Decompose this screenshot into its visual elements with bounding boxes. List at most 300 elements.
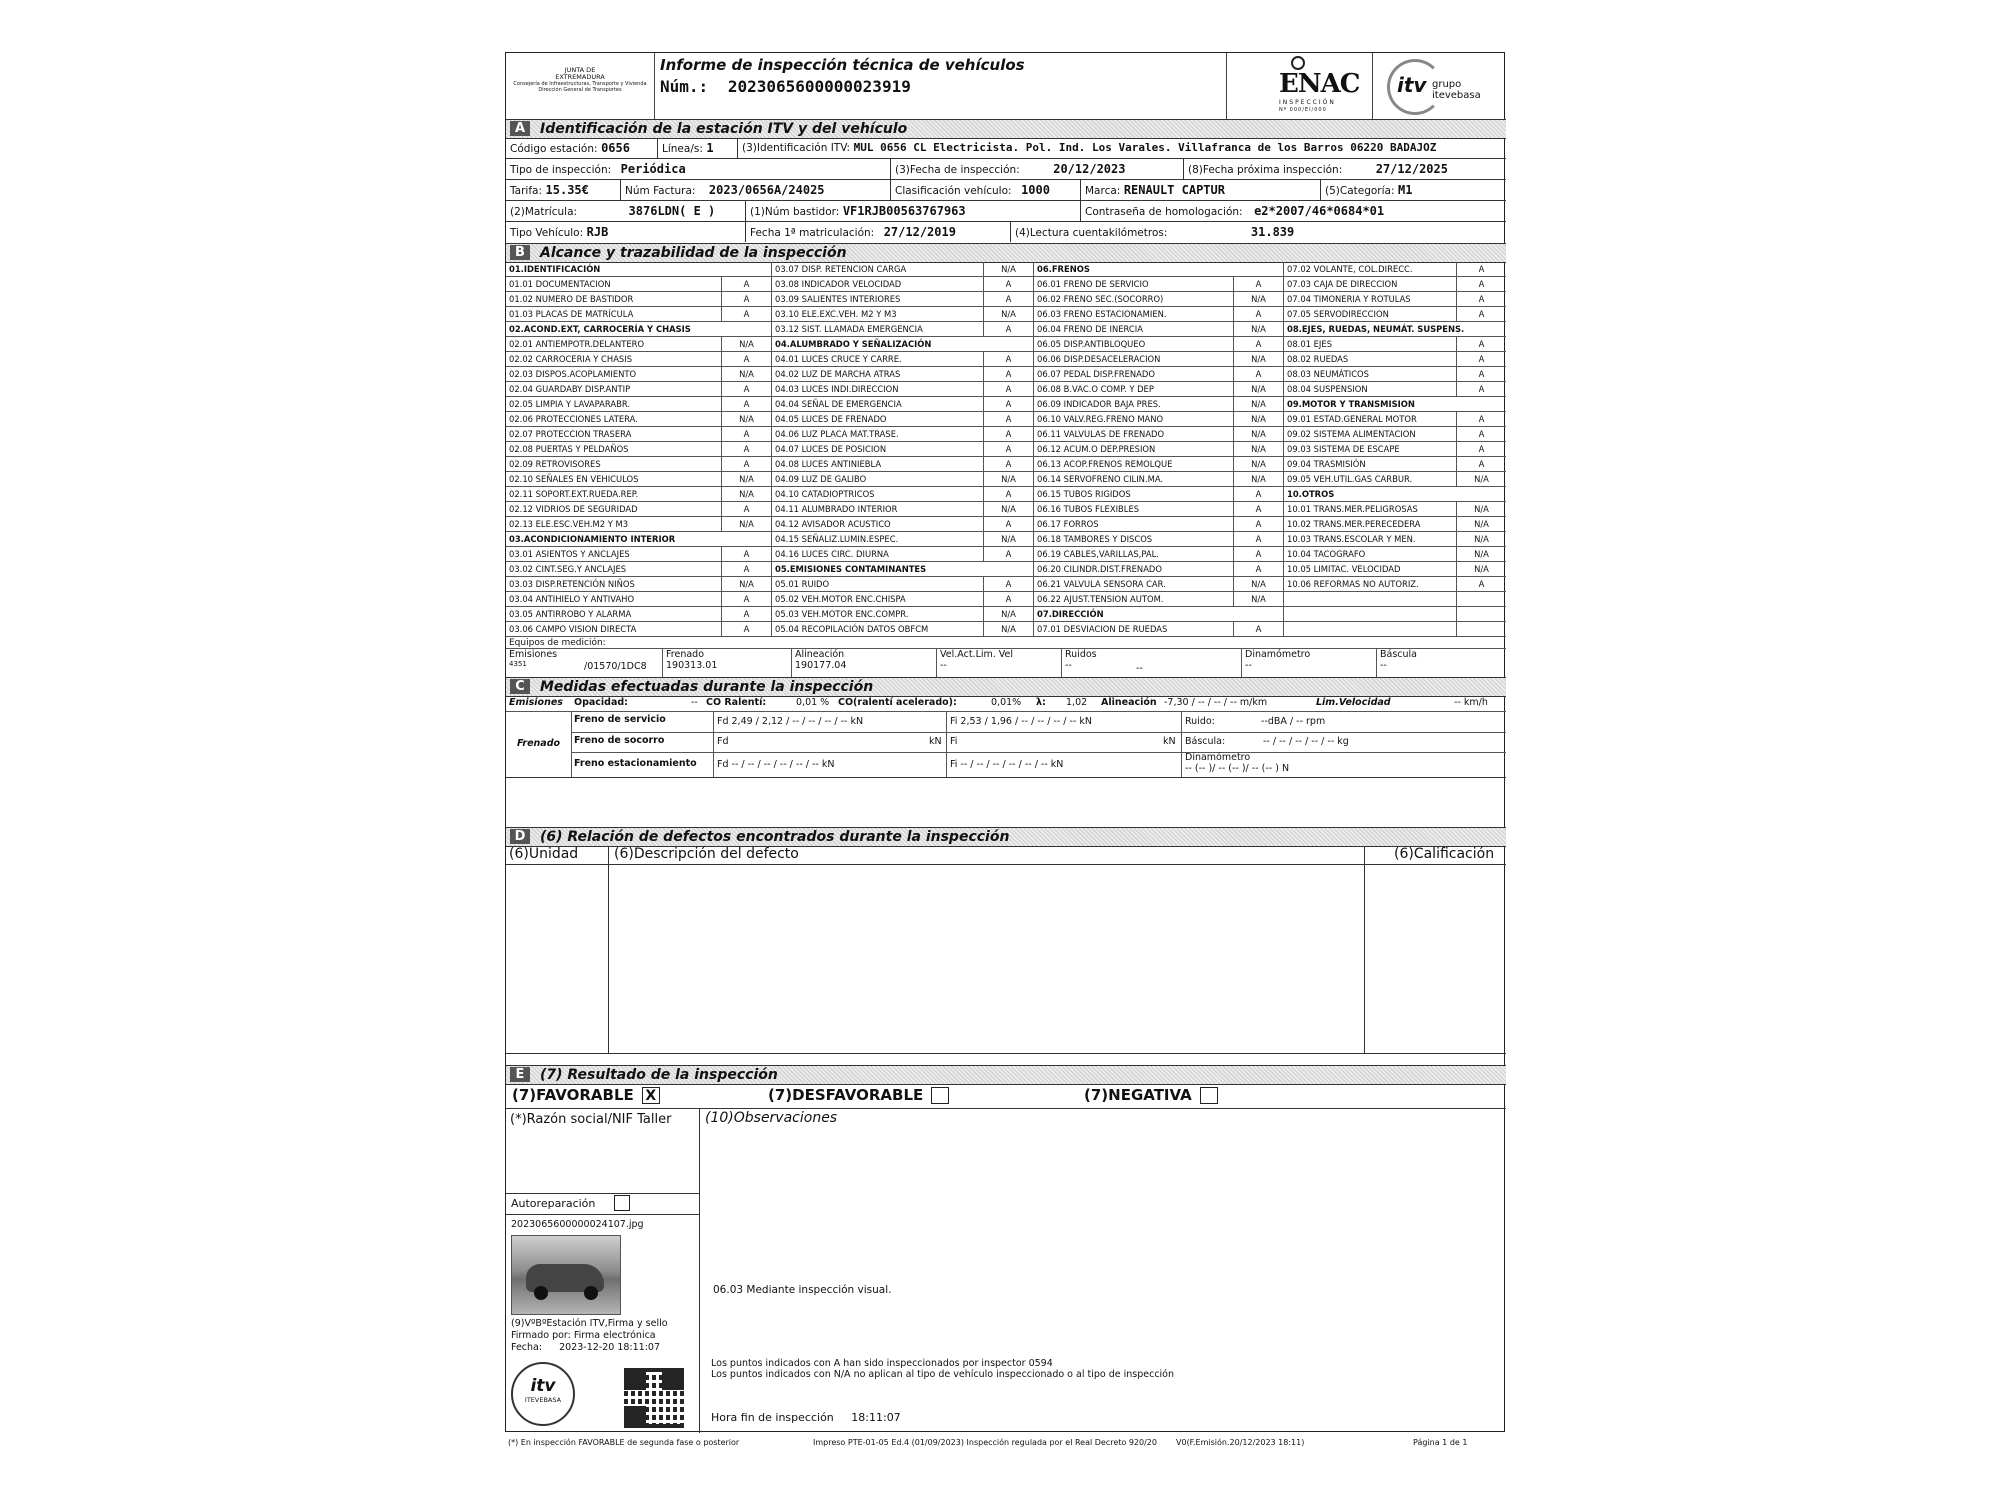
odometer-label: (4)Lectura cuentakilómetros: xyxy=(1015,227,1168,239)
checklist-item-label: 09.01 ESTAD.GENERAL MOTOR xyxy=(1283,412,1456,427)
checklist-item-result: A xyxy=(1233,517,1283,532)
junta-extremadura-logo xyxy=(506,53,655,119)
equipment-scale xyxy=(1376,649,1417,677)
end-time xyxy=(711,1411,901,1424)
checklist-item-result: A xyxy=(983,367,1033,382)
checklist-item-label: 06.02 FRENO SEC.(SOCORRO) xyxy=(1033,292,1233,307)
checklist-item-label: 04.08 LUCES ANTINIEBLA xyxy=(771,457,983,472)
dynamometer-cell xyxy=(1181,752,1289,777)
checklist-item-label: 02.09 RETROVISORES xyxy=(506,457,721,472)
checklist-item-result: A xyxy=(983,292,1033,307)
checklist-item-result: A xyxy=(721,622,771,637)
checklist-item-result: A xyxy=(983,352,1033,367)
checklist-item-label: 04.06 LUZ PLACA MAT.TRASE. xyxy=(771,427,983,442)
checklist-section-heading: 02.ACOND.EXT, CARROCERÍA Y CHASIS xyxy=(506,322,771,337)
dynamometer-value: -- (-- )/ -- (-- )/ -- (-- ) N xyxy=(1185,763,1290,774)
signature-block xyxy=(511,1318,668,1354)
checklist-item-result: A xyxy=(1233,487,1283,502)
enac-crown-icon xyxy=(1291,56,1305,70)
signature-line: (9)VºBºEstación ITV,Firma y sello xyxy=(511,1318,668,1329)
checklist-item-label: 04.07 LUCES DE POSICION xyxy=(771,442,983,457)
checklist-item-result: A xyxy=(721,457,771,472)
signature-date-value: 2023-12-20 18:11:07 xyxy=(559,1342,660,1353)
checklist-section-heading: 07.DIRECCIÓN xyxy=(1033,607,1283,622)
defects-header-row xyxy=(506,846,1506,865)
signature-date xyxy=(511,1342,668,1354)
checklist-item-result xyxy=(1456,592,1506,607)
checklist-item-label: 05.04 RECOPILACIÓN DATOS OBFCM xyxy=(771,622,983,637)
negative-label: (7)NEGATIVA xyxy=(1084,1086,1192,1104)
checklist-item-label: 01.01 DOCUMENTACION xyxy=(506,277,721,292)
result-row xyxy=(506,1084,1506,1109)
checklist-item-label: 06.08 B.VAC.O COMP. Y DEP xyxy=(1033,382,1233,397)
checklist-section-heading: 08.EJES, RUEDAS, NEUMÁT. SUSPENS. xyxy=(1283,322,1506,337)
section-letter: B xyxy=(510,245,530,260)
inspection-checklist xyxy=(506,262,1506,637)
checklist-item-result: A xyxy=(721,547,771,562)
next-inspection-date xyxy=(1184,159,1506,179)
noise-label: Ruido: xyxy=(1181,711,1215,732)
observation-text: 06.03 Mediante inspección visual. xyxy=(713,1284,892,1296)
checklist-item-label: 04.15 SEÑALIZ.LUMIN.ESPEC. xyxy=(771,532,983,547)
checklist-item-result: A xyxy=(1456,412,1506,427)
checklist-item-result: A xyxy=(721,352,771,367)
checklist-item-result: A xyxy=(1456,352,1506,367)
checklist-item-label: 07.05 SERVODIRECCION xyxy=(1283,307,1456,322)
checklist-item-result: A xyxy=(1233,337,1283,352)
equipment-value: /01570/1DC8 xyxy=(584,661,647,672)
qr-code-icon xyxy=(624,1368,684,1428)
checklist-item-label: 07.04 TIMONERIA Y ROTULAS xyxy=(1283,292,1456,307)
checklist-item-label: 02.01 ANTIEMPOTR.DELANTERO xyxy=(506,337,721,352)
checklist-item-result: A xyxy=(1456,427,1506,442)
checklist-item-label: 06.07 PEDAL DISP.FRENADO xyxy=(1033,367,1233,382)
checklist-item-label: 02.02 CARROCERIA Y CHASIS xyxy=(506,352,721,367)
checklist-item-label: 05.01 RUIDO xyxy=(771,577,983,592)
vehicle-photo xyxy=(511,1235,621,1315)
vehicle-type-label: Tipo Vehículo: xyxy=(510,227,584,239)
checklist-item-result: A xyxy=(721,292,771,307)
checklist-item-result: A xyxy=(1233,502,1283,517)
inspection-date xyxy=(891,159,1184,179)
checklist-item-label: 06.11 VALVULAS DE FRENADO xyxy=(1033,427,1233,442)
checklist-item-label: 04.04 SEÑAL DE EMERGENCIA xyxy=(771,397,983,412)
measurement-equipment-row xyxy=(506,649,1506,677)
opacity-value: -- xyxy=(691,697,698,708)
checklist-item-result: A xyxy=(721,307,771,322)
checklist-item-result: A xyxy=(1456,277,1506,292)
checklist-item-result: N/A xyxy=(1233,382,1283,397)
result-negative xyxy=(1084,1086,1218,1104)
region-logo-line: Consejería de Infraestructuras, Transporte y Vivienda xyxy=(513,81,647,87)
checklist-item-result: A xyxy=(1233,532,1283,547)
scale-label: Báscula: xyxy=(1181,732,1225,752)
equipment-value: -- xyxy=(1065,660,1072,671)
report-number xyxy=(660,77,911,96)
registration-plate xyxy=(506,201,746,221)
noise-value: --dBA / -- rpm xyxy=(1261,716,1326,727)
checklist-item-label: 06.10 VALV.REG.FRENO MANO xyxy=(1033,412,1233,427)
checklist-item-label: 06.13 ACOP.FRENOS REMOLQUE xyxy=(1033,457,1233,472)
emergency-brake-label: Freno de socorro xyxy=(574,735,665,746)
checklist-item-result: A xyxy=(983,592,1033,607)
registration-row xyxy=(506,201,1506,222)
brand-label: Marca: xyxy=(1085,185,1121,197)
checklist-item-result: A xyxy=(1456,307,1506,322)
checklist-item-result: A xyxy=(1456,442,1506,457)
vehicle-category xyxy=(1321,180,1506,200)
report-footer xyxy=(508,1438,1508,1454)
self-repair-label: Autoreparación xyxy=(511,1197,596,1210)
inspection-notes xyxy=(711,1358,1174,1380)
line-label: Línea/s: xyxy=(662,143,703,155)
alignment-label: Alineación xyxy=(1101,697,1157,708)
parking-brake-rear: Fi -- / -- / -- / -- / -- / -- kN xyxy=(946,752,1063,777)
checklist-item-label: 03.06 CAMPO VISION DIRECTA xyxy=(506,622,721,637)
parking-brake-row xyxy=(571,752,1506,777)
emissions-measurements-row xyxy=(506,696,1506,712)
invoice-value: 2023/0656A/24025 xyxy=(708,183,825,197)
parking-brake-label: Freno estacionamiento xyxy=(574,758,697,769)
checklist-item-result: N/A xyxy=(721,577,771,592)
inspection-date-label: (3)Fecha de inspección: xyxy=(895,164,1020,176)
checklist-item-result: A xyxy=(721,427,771,442)
checklist-item-label: 02.11 SOPORT.EXT.RUEDA.REP. xyxy=(506,487,721,502)
line-number xyxy=(658,138,738,158)
equipment-dynamometer xyxy=(1241,649,1370,677)
checklist-item-result: A xyxy=(983,427,1033,442)
checklist-item-label: 03.04 ANTIHIELO Y ANTIVAHO xyxy=(506,592,721,607)
lambda-value: 1,02 xyxy=(1066,697,1088,708)
section-letter: A xyxy=(510,121,530,136)
wheel-icon xyxy=(584,1286,598,1300)
signature-line: Firmado por: Firma electrónica xyxy=(511,1330,656,1341)
category-label: (5)Categoría: xyxy=(1325,185,1395,197)
checklist-item-result: A xyxy=(1233,562,1283,577)
section-letter: D xyxy=(510,829,530,844)
checklist-item-label: 04.09 LUZ DE GALIBO xyxy=(771,472,983,487)
checklist-item-label: 01.02 NUMERO DE BASTIDOR xyxy=(506,292,721,307)
checklist-item-result: N/A xyxy=(1456,472,1506,487)
checklist-section-heading: 04.ALUMBRADO Y SEÑALIZACIÓN xyxy=(771,337,1033,352)
checklist-section-heading: 03.ACONDICIONAMIENTO INTERIOR xyxy=(506,532,771,547)
wheel-icon xyxy=(534,1286,548,1300)
checklist-item-label: 08.03 NEUMÁTICOS xyxy=(1283,367,1456,382)
negative-checkbox[interactable] xyxy=(1200,1087,1218,1104)
checklist-item-label: 02.13 ELE.ESC.VEH.M2 Y M3 xyxy=(506,517,721,532)
checklist-item-label xyxy=(1283,607,1456,622)
checklist-item-label: 02.12 VIDRIOS DE SEGURIDAD xyxy=(506,502,721,517)
section-e-header xyxy=(506,1065,1506,1085)
checklist-item-label: 02.03 DISPOS.ACOPLAMIENTO xyxy=(506,367,721,382)
checklist-item-label: 10.01 TRANS.MER.PELIGROSAS xyxy=(1283,502,1456,517)
itv-group-line: itevebasa xyxy=(1432,90,1481,101)
equipment-alignment xyxy=(791,649,846,677)
checklist-item-label: 07.03 CAJA DE DIRECCION xyxy=(1283,277,1456,292)
co-idle-value: 0,01 % xyxy=(796,697,830,708)
checklist-item-label: 06.15 TUBOS RIGIDOS xyxy=(1033,487,1233,502)
end-time-value: 18:11:07 xyxy=(851,1411,901,1424)
opacity-label: Opacidad: xyxy=(574,697,628,708)
co-accelerated-label: CO(ralentí acelerado): xyxy=(838,697,957,708)
checklist-item-label: 07.01 DESVIACION DE RUEDAS xyxy=(1033,622,1233,637)
itv-identification-label: (3)Identificación ITV: xyxy=(742,142,851,154)
itv-group-line: grupo xyxy=(1432,79,1462,90)
equipment-label: Ruidos xyxy=(1065,649,1097,660)
inspection-type-value: Periódica xyxy=(620,162,686,176)
homologation-code xyxy=(1081,201,1506,221)
region-logo-line: JUNTA DE xyxy=(564,66,596,74)
station-stamp-icon xyxy=(511,1362,575,1426)
checklist-item-label: 10.05 LIMITAC. VELOCIDAD xyxy=(1283,562,1456,577)
checklist-item-result: N/A xyxy=(983,607,1033,622)
signature-date-label: Fecha: xyxy=(511,1342,543,1353)
checklist-item-label: 04.03 LUCES INDI.DIRECCION xyxy=(771,382,983,397)
section-letter: E xyxy=(510,1067,530,1082)
invoice-label: Núm Factura: xyxy=(625,185,696,197)
checklist-item-label: 03.10 ELE.EXC.VEH. M2 Y M3 xyxy=(771,307,983,322)
checklist-item-result xyxy=(1456,622,1506,637)
vehicle-brand xyxy=(1081,180,1321,200)
checklist-item-result: A xyxy=(983,397,1033,412)
checklist-item-label: 10.02 TRANS.MER.PERECEDERA xyxy=(1283,517,1456,532)
observations-label: (10)Observaciones xyxy=(705,1110,838,1126)
checklist-item-label: 04.11 ALUMBRADO INTERIOR xyxy=(771,502,983,517)
checklist-item-label: 02.08 PUERTAS Y PELDAÑOS xyxy=(506,442,721,457)
checklist-section-heading: 01.IDENTIFICACIÓN xyxy=(506,262,771,277)
unfavorable-checkbox[interactable] xyxy=(931,1087,949,1104)
tariff xyxy=(506,180,621,200)
vehicle-type xyxy=(506,222,746,242)
inspection-note: Los puntos indicados con N/A no aplican al tipo de vehículo inspeccionado o al tipo de inspección xyxy=(711,1369,1175,1380)
result-favorable xyxy=(512,1086,660,1104)
emergency-brake-row xyxy=(571,732,1506,753)
checklist-item-label: 06.16 TUBOS FLEXIBLES xyxy=(1033,502,1233,517)
checklist-item-result: N/A xyxy=(1233,412,1283,427)
co-accelerated-value: 0,01% xyxy=(991,697,1022,708)
defects-divider xyxy=(608,846,609,1053)
checklist-item-result: N/A xyxy=(1233,322,1283,337)
checklist-item-result: A xyxy=(983,577,1033,592)
checklist-item-label: 02.07 PROTECCION TRASERA xyxy=(506,427,721,442)
checklist-item-label: 08.01 EJES xyxy=(1283,337,1456,352)
favorable-label: (7)FAVORABLE xyxy=(512,1086,634,1104)
vehicle-classification xyxy=(891,180,1081,200)
defects-divider xyxy=(1364,846,1365,1053)
checklist-item-result: N/A xyxy=(1233,397,1283,412)
checklist-item-label: 09.04 TRASMISIÓN xyxy=(1283,457,1456,472)
equipment-label: Dinamómetro xyxy=(1245,649,1311,660)
checklist-item-label: 09.02 SISTEMA ALIMENTACION xyxy=(1283,427,1456,442)
next-inspection-value: 27/12/2025 xyxy=(1375,162,1448,176)
checklist-item-result: A xyxy=(1456,337,1506,352)
station-code xyxy=(506,138,658,158)
checklist-item-label: 06.09 INDICADOR BAJA PRES. xyxy=(1033,397,1233,412)
checklist-item-label: 01.03 PLACAS DE MATRÍCULA xyxy=(506,307,721,322)
observations-column xyxy=(699,1108,1506,1433)
vehicle-type-row xyxy=(506,222,1506,242)
checklist-item-result: N/A xyxy=(1233,352,1283,367)
checklist-item-result: A xyxy=(1456,577,1506,592)
vehicle-type-value: RJB xyxy=(586,225,609,239)
checklist-item-label: 10.03 TRANS.ESCOLAR Y MEN. xyxy=(1283,532,1456,547)
enac-logo: ENAC xyxy=(1279,69,1360,99)
odometer-value: 31.839 xyxy=(1250,225,1295,239)
checklist-item-label: 05.03 VEH.MOTOR ENC.COMPR. xyxy=(771,607,983,622)
checklist-section-heading: 09.MOTOR Y TRANSMISION xyxy=(1283,397,1506,412)
inspection-type xyxy=(506,159,891,179)
checklist-item-result: N/A xyxy=(983,622,1033,637)
workshop-label: (*)Razón social/NIF Taller xyxy=(510,1112,672,1127)
end-time-label: Hora fin de inspección xyxy=(711,1411,834,1424)
checklist-item-label: 06.01 FRENO DE SERVICIO xyxy=(1033,277,1233,292)
checklist-item-result xyxy=(1456,607,1506,622)
checklist-section-heading: 05.EMISIONES CONTAMINANTES xyxy=(771,562,1033,577)
odometer-reading xyxy=(1011,222,1506,242)
self-repair-row xyxy=(506,1193,699,1215)
checklist-item-result: N/A xyxy=(1456,532,1506,547)
checklist-item-result: N/A xyxy=(721,472,771,487)
checklist-item-result: A xyxy=(721,277,771,292)
alignment-value: -7,30 / -- / -- / -- m/km xyxy=(1164,697,1268,708)
equipment-emissions xyxy=(509,649,557,668)
emergency-brake-rear-unit: kN xyxy=(1163,736,1176,747)
homologation-label: Contraseña de homologación: xyxy=(1085,206,1243,218)
checklist-item-result: A xyxy=(1456,457,1506,472)
station-code-label: Código estación: xyxy=(510,143,598,155)
footer-form-reference: Impreso PTE-01-05 Ed.4 (01/09/2023) Inspección regulada por el Real Decreto 920/20 xyxy=(813,1438,1157,1447)
checklist-item-result: A xyxy=(1233,307,1283,322)
first-registration-label: Fecha 1ª matriculación: xyxy=(750,227,875,239)
checklist-item-result: N/A xyxy=(1456,502,1506,517)
station-code-value: 0656 xyxy=(601,141,630,155)
checklist-item-result: N/A xyxy=(1233,427,1283,442)
section-title: (6) Relación de defectos encontrados durante la inspección xyxy=(540,829,1010,845)
checklist-item-result: A xyxy=(1233,622,1283,637)
braking-label: Frenado xyxy=(506,711,572,777)
equipment-label: Vel.Act.Lim. Vel xyxy=(940,649,1014,660)
checklist-item-label: 06.21 VALVULA SENSORA CAR. xyxy=(1033,577,1233,592)
report-title: Informe de inspección técnica de vehículos xyxy=(660,56,1025,74)
checklist-item-label: 03.02 CINT.SEG.Y ANCLAJES xyxy=(506,562,721,577)
section-title: (7) Resultado de la inspección xyxy=(540,1067,778,1083)
parking-brake-front: Fd -- / -- / -- / -- / -- / -- kN xyxy=(713,752,834,777)
checklist-item-result: A xyxy=(983,517,1033,532)
service-brake-label: Freno de servicio xyxy=(574,714,666,725)
checklist-item-label: 09.03 SISTEMA DE ESCAPE xyxy=(1283,442,1456,457)
itv-logo: itv xyxy=(1397,73,1427,97)
checklist-item-result: N/A xyxy=(983,262,1033,277)
brand-value: RENAULT CAPTUR xyxy=(1123,183,1225,197)
checklist-item-label: 04.02 LUZ DE MARCHA ATRAS xyxy=(771,367,983,382)
checklist-item-label: 10.04 TACOGRAFO xyxy=(1283,547,1456,562)
checklist-item-label: 04.12 AVISADOR ACUSTICO xyxy=(771,517,983,532)
equipment-value: 4351 xyxy=(509,660,527,668)
stamp-text: itv xyxy=(530,1376,556,1396)
checklist-item-label: 03.12 SIST. LLAMADA EMERGENCIA xyxy=(771,322,983,337)
emissions-label: Emisiones xyxy=(509,697,563,708)
co-idle-label: CO Ralentí: xyxy=(706,697,767,708)
checklist-item-result: A xyxy=(983,487,1033,502)
checklist-item-result: A xyxy=(721,502,771,517)
checklist-item-label: 06.22 AJUST.TENSION AUTOM. xyxy=(1033,592,1233,607)
itv-group-text xyxy=(1432,79,1481,101)
checklist-item-result: A xyxy=(1456,367,1506,382)
checklist-item-result: A xyxy=(1456,262,1506,277)
checklist-item-label xyxy=(1283,592,1456,607)
checklist-item-label: 06.20 CILINDR.DIST.FRENADO xyxy=(1033,562,1233,577)
report-number-label: Núm.: xyxy=(660,77,709,96)
checklist-item-result: A xyxy=(721,562,771,577)
checklist-item-result: A xyxy=(1233,277,1283,292)
report-header xyxy=(506,53,1506,120)
classification-label: Clasificación vehículo: xyxy=(895,185,1012,197)
speed-limit-value: -- km/h xyxy=(1454,697,1488,708)
checklist-section-heading: 06.FRENOS xyxy=(1033,262,1283,277)
classification-value: 1000 xyxy=(1021,183,1050,197)
itv-identification xyxy=(738,138,1506,158)
tariff-row xyxy=(506,180,1506,201)
checklist-item-label: 02.04 GUARDABY DISP.ANTIP xyxy=(506,382,721,397)
logo-divider xyxy=(1372,53,1373,119)
report-number-value: 2023065600000023919 xyxy=(727,77,911,96)
section-title: Medidas efectuadas durante la inspección xyxy=(540,679,874,695)
homologation-value: e2*2007/46*0684*01 xyxy=(1254,204,1385,218)
checklist-item-label: 06.17 FORROS xyxy=(1033,517,1233,532)
checklist-item-label: 06.12 ACUM.O DEP.PRESION xyxy=(1033,442,1233,457)
next-inspection-label: (8)Fecha próxima inspección: xyxy=(1188,164,1343,176)
checklist-item-result: N/A xyxy=(721,367,771,382)
checklist-item-label: 03.08 INDICADOR VELOCIDAD xyxy=(771,277,983,292)
registration-value: 3876LDN( E ) xyxy=(628,204,716,218)
checklist-item-result: N/A xyxy=(983,532,1033,547)
checklist-item-label: 04.16 LUCES CIRC. DIURNA xyxy=(771,547,983,562)
equipment-label: Alineación xyxy=(795,649,845,660)
section-a-header xyxy=(506,119,1506,139)
first-registration-value: 27/12/2019 xyxy=(883,225,956,239)
checklist-item-label: 06.04 FRENO DE INERCIA xyxy=(1033,322,1233,337)
accreditation-logos xyxy=(1226,53,1507,119)
checklist-item-result: A xyxy=(983,382,1033,397)
checklist-item-result: A xyxy=(721,607,771,622)
unfavorable-label: (7)DESFAVORABLE xyxy=(768,1086,924,1104)
equipment-value: -- xyxy=(1245,660,1252,671)
checklist-item-label: 03.05 ANTIRROBO Y ALARMA xyxy=(506,607,721,622)
checklist-item-result: N/A xyxy=(1233,577,1283,592)
checklist-item-result: A xyxy=(1456,292,1506,307)
checklist-item-result: N/A xyxy=(721,487,771,502)
checklist-item-label: 06.05 DISP.ANTIBLOQUEO xyxy=(1033,337,1233,352)
self-repair-checkbox[interactable] xyxy=(614,1195,630,1211)
inspection-report xyxy=(505,52,1505,1432)
equipment-value: 190177.04 xyxy=(795,660,847,671)
checklist-item-result: A xyxy=(1233,367,1283,382)
chassis-label: (1)Núm bastidor: xyxy=(750,206,840,218)
footer-page: Página 1 de 1 xyxy=(1413,1438,1468,1447)
favorable-checkbox[interactable]: X xyxy=(642,1087,660,1104)
rating-column-header: (6)Calificación xyxy=(1394,846,1495,862)
checklist-item-result: N/A xyxy=(721,337,771,352)
lambda-label: λ: xyxy=(1036,697,1046,708)
checklist-item-label: 03.03 DISP.RETENCIÓN NIÑOS xyxy=(506,577,721,592)
equipment-value: -- xyxy=(940,660,947,671)
unit-column-header: (6)Unidad xyxy=(509,846,579,862)
region-logo-line: EXTREMADURA xyxy=(555,73,605,81)
inspection-type-label: Tipo de inspección: xyxy=(510,164,612,176)
stamp-subtext: ITEVEBASA xyxy=(524,1396,562,1404)
line-value: 1 xyxy=(706,141,714,155)
checklist-item-result: A xyxy=(721,442,771,457)
